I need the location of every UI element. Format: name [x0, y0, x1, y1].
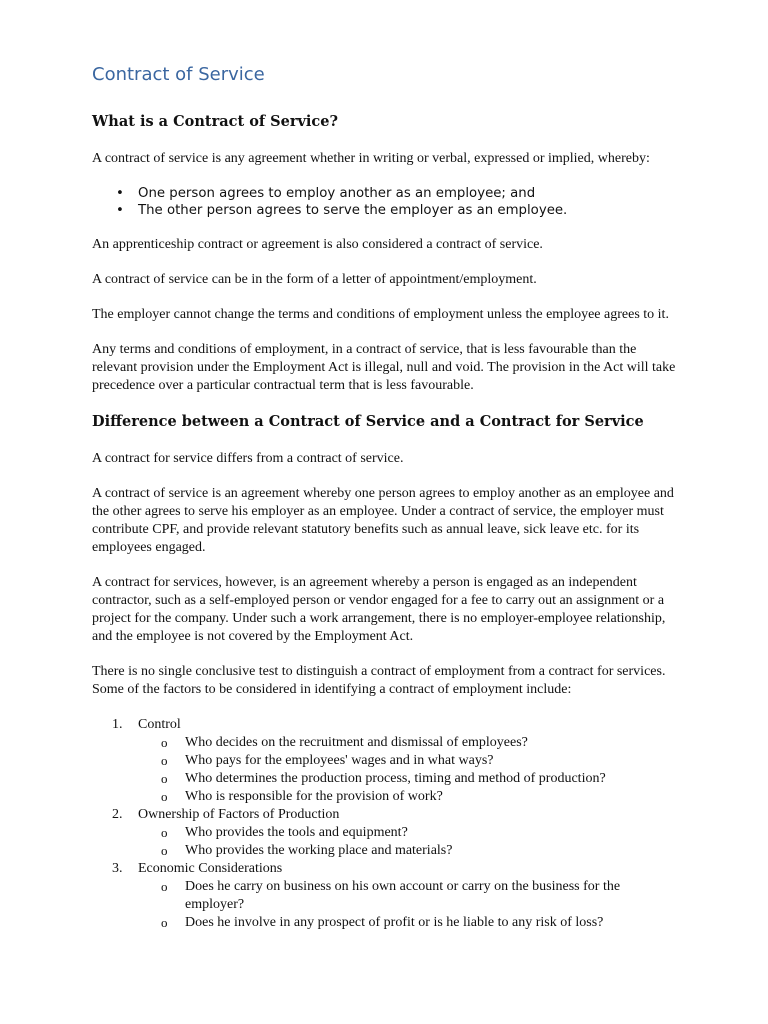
factor-item-control	[92, 716, 682, 806]
document-title: Contract of Service	[92, 64, 265, 85]
factor-sub-list	[138, 824, 682, 860]
factor-number: 3.	[112, 861, 123, 876]
paragraph-letter-form: A contract of service can be in the form of a letter of appointment/employment.	[92, 272, 537, 287]
sub-list-text: Does he carry on business on his own account or carry on the business for the employer?	[185, 879, 621, 912]
sub-list-item	[138, 914, 682, 932]
factor-label: Control	[138, 717, 181, 732]
sub-list-text: Who pays for the employees' wages and in what ways?	[185, 753, 494, 768]
sub-list-text: Who determines the production process, timing and method of production?	[185, 771, 606, 786]
sub-list-item	[138, 878, 682, 914]
sub-list-item	[138, 842, 682, 860]
factor-label: Ownership of Factors of Production	[138, 807, 340, 822]
sub-list-item	[138, 788, 682, 806]
sub-list-text: Does he involve in any prospect of profit or is he liable to any risk of loss?	[185, 915, 604, 930]
section-heading-difference: Difference between a Contract of Service and a Contract for Service	[92, 413, 644, 430]
bullet-text: The other person agrees to serve the employer as an employee.	[138, 203, 568, 218]
paragraph-contract-of-service: A contract of service is an agreement whereby one person agrees to employ another as an employee and the other agrees to serve his employer as an employee. Under a contract of service, the employer must contribute CPF, and provide relevant statutory benefits such as annual leave, sick leave etc. for its employees engaged.	[92, 486, 674, 555]
paragraph-terms-change: The employer cannot change the terms and conditions of employment unless the employee agrees to it.	[92, 307, 669, 322]
paragraph-no-single-test: There is no single conclusive test to distinguish a contract of employment from a contract for services. Some of the factors to be considered in identifying a contract of employment include:	[92, 664, 666, 697]
factor-number: 2.	[112, 807, 123, 822]
factor-sub-list	[138, 734, 682, 806]
bullet-item	[92, 202, 682, 219]
document-page	[92, 60, 682, 932]
paragraph-less-favourable: Any terms and conditions of employment, in a contract of service, that is less favourable than the relevant provision under the Employment Act is illegal, null and void. The provision in the Act will take precedence over a particular contractual term that is less favourable.	[92, 342, 676, 393]
bullet-icon: •	[116, 186, 124, 201]
bullet-text: One person agrees to employ another as an employee; and	[138, 186, 536, 201]
sub-list-text: Who is responsible for the provision of work?	[185, 789, 443, 804]
sub-list-text: Who provides the tools and equipment?	[185, 825, 408, 840]
sub-list-text: Who decides on the recruitment and dismissal of employees?	[185, 735, 528, 750]
sub-bullet-icon: o	[161, 771, 168, 786]
sub-list-item	[138, 734, 682, 752]
paragraph-apprenticeship: An apprenticeship contract or agreement is also considered a contract of service.	[92, 237, 543, 252]
factors-list	[92, 716, 682, 932]
sub-bullet-icon: o	[161, 789, 168, 804]
paragraph-intro: A contract of service is any agreement whether in writing or verbal, expressed or implied, whereby:	[92, 151, 650, 166]
sub-bullet-icon: o	[161, 825, 168, 840]
bullet-list	[92, 185, 682, 219]
factor-sub-list	[138, 878, 682, 932]
sub-bullet-icon: o	[161, 735, 168, 750]
factor-label: Economic Considerations	[138, 861, 283, 876]
sub-list-text: Who provides the working place and materials?	[185, 843, 453, 858]
factor-number: 1.	[112, 717, 123, 732]
bullet-icon: •	[116, 203, 124, 218]
sub-bullet-icon: o	[161, 843, 168, 858]
factor-item-ownership	[92, 806, 682, 860]
factor-item-economic	[92, 860, 682, 932]
sub-list-item	[138, 770, 682, 788]
sub-bullet-icon: o	[161, 879, 168, 894]
section-heading-what-is: What is a Contract of Service?	[92, 113, 338, 130]
sub-list-item	[138, 752, 682, 770]
sub-bullet-icon: o	[161, 915, 168, 930]
sub-list-item	[138, 824, 682, 842]
paragraph-contract-for-services: A contract for services, however, is an agreement whereby a person is engaged as an independent contractor, such as a self-employed person or vendor engaged for a fee to carry out an assignment or a project for the company. Under such a work arrangement, there is no employer-employee relationship, and the employee is not covered by the Employment Act.	[92, 575, 666, 644]
bullet-item	[92, 185, 682, 202]
sub-bullet-icon: o	[161, 753, 168, 768]
paragraph-differs: A contract for service differs from a contract of service.	[92, 451, 404, 466]
